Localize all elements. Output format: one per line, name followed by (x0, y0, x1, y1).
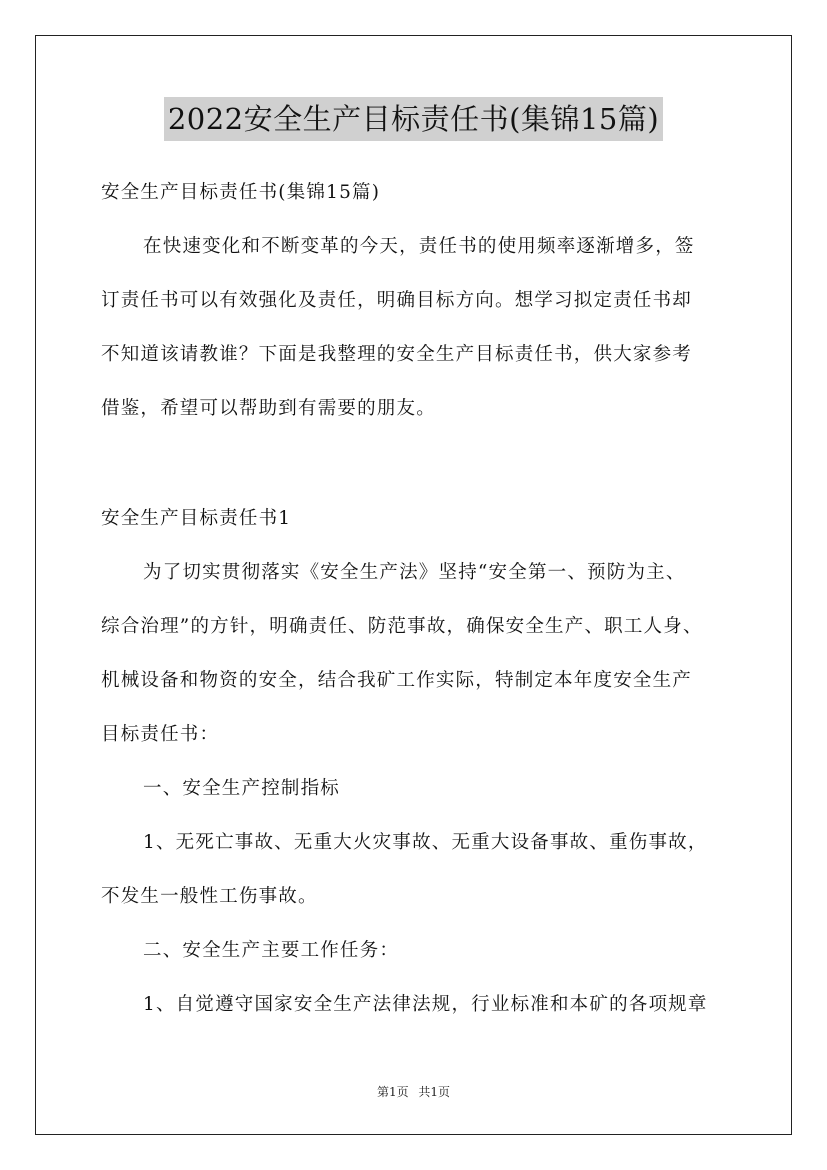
page-footer (0, 1083, 827, 1101)
section-heading: 安全生产目标责任书1 (101, 508, 292, 529)
intro-line: 在快速变化和不断变革的今天，责任书的使用频率逐渐增多，签 (143, 236, 695, 257)
body-line: 为了切实贯彻落实《安全生产法》坚持“安全第一、预防为主、 (143, 562, 686, 583)
item-one-heading: 一、安全生产控制指标 (143, 778, 341, 799)
item-one-line: 不发生一般性工伤事故。 (101, 886, 318, 907)
page-total: 共1页 (418, 1085, 451, 1099)
document-title: 2022安全生产目标责任书(集锦15篇) (164, 97, 663, 141)
body-line: 目标责任书： (101, 724, 220, 745)
intro-line: 订责任书可以有效强化及责任，明确目标方向。想学习拟定责任书却 (101, 290, 693, 311)
page-number: 第1页 (376, 1085, 409, 1099)
document-subtitle: 安全生产目标责任书(集锦15篇) (101, 182, 381, 203)
item-one-line: 1、无死亡事故、无重大火灾事故、无重大设备事故、重伤事故， (143, 832, 708, 853)
intro-line: 借鉴，希望可以帮助到有需要的朋友。 (101, 398, 436, 419)
title-container (0, 97, 827, 141)
intro-line: 不知道该请教谁？下面是我整理的安全生产目标责任书，供大家参考 (101, 344, 693, 365)
body-line: 综合治理”的方针，明确责任、防范事故，确保安全生产、职工人身、 (101, 616, 703, 637)
paragraph-gap (101, 436, 741, 492)
document-body (101, 166, 741, 1032)
item-two-heading: 二、安全生产主要工作任务： (143, 940, 400, 961)
body-line: 机械设备和物资的安全，结合我矿工作实际，特制定本年度安全生产 (101, 670, 693, 691)
item-two-line: 1、自觉遵守国家安全生产法律法规，行业标准和本矿的各项规章 (143, 994, 708, 1015)
